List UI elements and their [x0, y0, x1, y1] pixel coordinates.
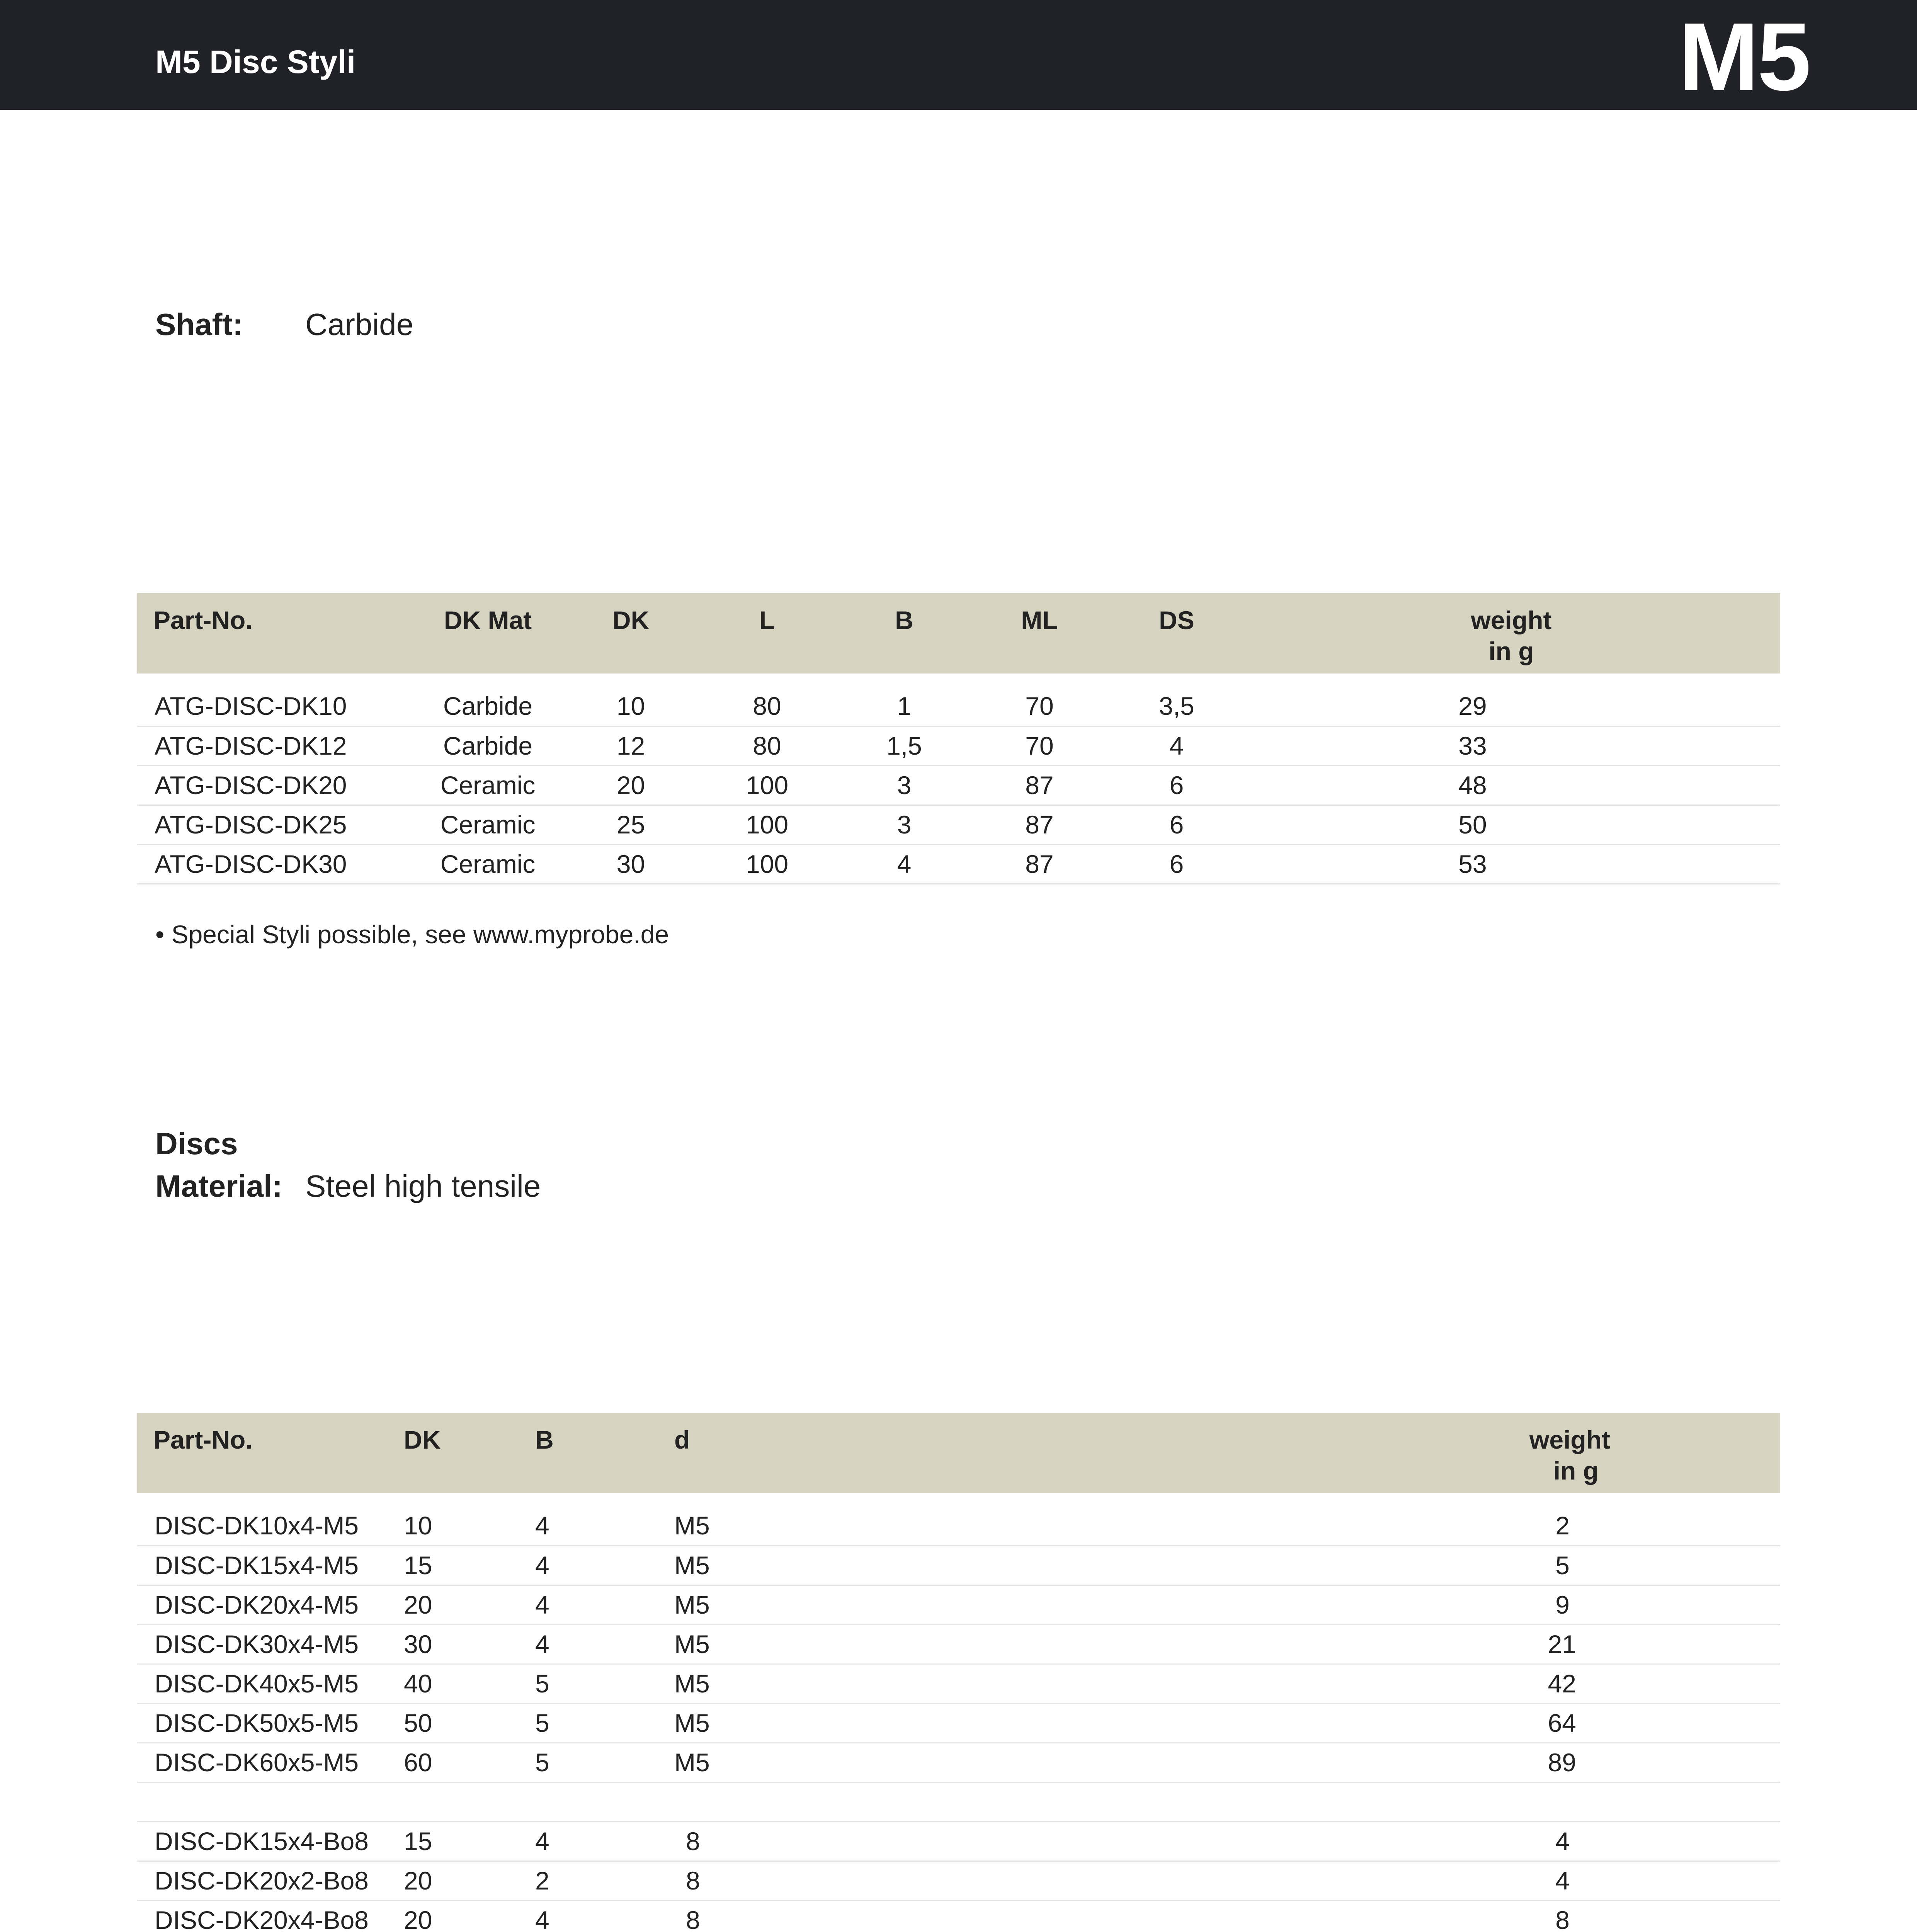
discs-table-header: [137, 1413, 1780, 1493]
styli-table-header: [137, 593, 1780, 673]
styli-table: [137, 593, 1780, 884]
col-header-b: B: [535, 1413, 674, 1493]
header-bar: [0, 0, 1917, 110]
shaft-label: Shaft:: [155, 307, 243, 342]
col-header-weight: weight in g: [1242, 593, 1780, 673]
table-row: DISC-DK30x4-M5 30 4 M5 21: [137, 1624, 1780, 1664]
document-title: M5 Disc Styli: [155, 44, 356, 80]
table-group-gap: [137, 1782, 1780, 1821]
special-styli-note: • Special Styli possible, see www.myprobe.de: [155, 920, 669, 949]
table-row: DISC-DK40x5-M5 40 5 M5 42: [137, 1664, 1780, 1703]
table-row: ATG-DISC-DK30 Ceramic 30 100 4 87 6 53: [137, 844, 1780, 884]
table-row: DISC-DK20x4-M5 20 4 M5 9: [137, 1585, 1780, 1624]
material-spec: [155, 1169, 541, 1203]
table-row: DISC-DK10x4-M5 10 4 M5 2: [137, 1506, 1780, 1546]
material-label: Material:: [155, 1169, 282, 1203]
table-row: ATG-DISC-DK20 Ceramic 20 100 3 87 6 48: [137, 765, 1780, 805]
col-header-ds: DS: [1111, 593, 1242, 673]
shaft-spec: [155, 307, 414, 342]
col-header-part-no: Part-No.: [137, 593, 408, 673]
table-row: DISC-DK50x5-M5 50 5 M5 64: [137, 1703, 1780, 1743]
table-row: DISC-DK15x4-Bo8 15 4 8 4: [137, 1821, 1780, 1861]
series-label: M5: [1678, 3, 1810, 111]
table-row: ATG-DISC-DK25 Ceramic 25 100 3 87 6 50: [137, 805, 1780, 844]
table-row: DISC-DK60x5-M5 60 5 M5 89: [137, 1743, 1780, 1782]
discs-heading: Discs: [155, 1126, 238, 1161]
table-row: DISC-DK20x2-Bo8 20 2 8 4: [137, 1861, 1780, 1900]
table-row: ATG-DISC-DK10 Carbide 10 80 1 70 3,5 29: [137, 687, 1780, 726]
col-header-l: L: [694, 593, 840, 673]
table-row: DISC-DK15x4-M5 15 4 M5 5: [137, 1546, 1780, 1585]
shaft-value: Carbide: [305, 307, 414, 342]
col-header-d: d: [674, 1413, 813, 1493]
discs-table: [137, 1413, 1780, 1932]
col-header-part-no: Part-No.: [137, 1413, 404, 1493]
col-header-ml: ML: [968, 593, 1111, 673]
col-header-dk-mat: DK Mat: [408, 593, 568, 673]
col-header-b: B: [840, 593, 968, 673]
col-header-dk: DK: [568, 593, 694, 673]
table-row: ATG-DISC-DK12 Carbide 12 80 1,5 70 4 33: [137, 726, 1780, 765]
table-row: DISC-DK20x4-Bo8 20 4 8 8: [137, 1900, 1780, 1932]
col-header-dk: DK: [404, 1413, 535, 1493]
material-value: Steel high tensile: [305, 1169, 541, 1203]
col-header-weight: weight in g: [813, 1413, 1780, 1493]
